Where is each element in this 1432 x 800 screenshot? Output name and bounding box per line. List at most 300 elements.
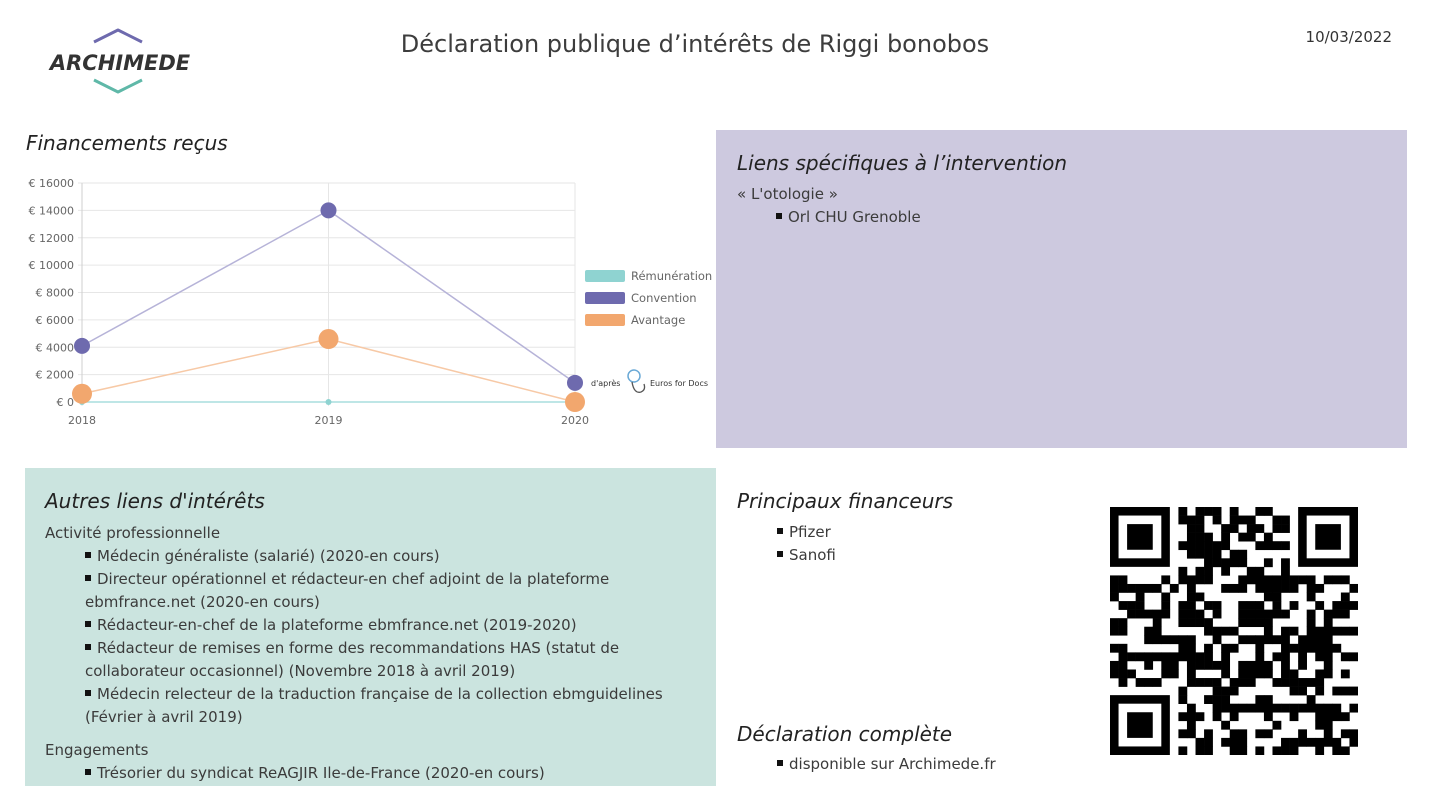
y-tick-label: € 14000 (28, 204, 74, 218)
qr-module (1178, 507, 1187, 516)
qr-module (1332, 601, 1341, 610)
qr-module (1187, 575, 1196, 584)
qr-module (1255, 729, 1264, 738)
qr-module (1290, 712, 1299, 721)
liens-specifiques-panel (716, 130, 1407, 448)
qr-module (1341, 712, 1350, 721)
archimede-link[interactable]: disponible sur Archimede.fr (789, 755, 996, 773)
qr-module (1119, 669, 1128, 678)
stethoscope-icon (628, 370, 645, 392)
bullet-icon (777, 528, 783, 534)
qr-module (1187, 661, 1196, 670)
qr-module (1349, 652, 1358, 661)
qr-module (1161, 661, 1170, 670)
qr-module (1196, 746, 1205, 755)
qr-module (1307, 738, 1316, 747)
qr-module (1341, 729, 1350, 738)
qr-module (1204, 575, 1213, 584)
qr-module (1119, 652, 1128, 661)
qr-module (1238, 610, 1247, 619)
qr-module (1307, 575, 1316, 584)
qr-module (1247, 661, 1256, 670)
qr-module (1272, 652, 1281, 661)
qr-module (1187, 618, 1196, 627)
qr-module (1281, 746, 1290, 755)
list-item-text: Pfizer (789, 523, 831, 541)
qr-module (1324, 635, 1333, 644)
legend-label: Rémunération (631, 269, 713, 283)
qr-module (1221, 558, 1230, 567)
chart-svg (20, 170, 715, 435)
qr-module (1315, 738, 1324, 747)
qr-module (1161, 635, 1170, 644)
qr-module (1136, 678, 1145, 687)
qr-module (1332, 712, 1341, 721)
category-title: Engagements (45, 741, 149, 759)
qr-module (1247, 610, 1256, 619)
qr-module (1264, 507, 1273, 516)
x-tick-label: 2018 (68, 414, 96, 427)
qr-module (1213, 601, 1222, 610)
bullet-icon (85, 552, 91, 558)
qr-module (1341, 687, 1350, 696)
qr-module (1187, 533, 1196, 542)
qr-module (1161, 575, 1170, 584)
qr-module (1349, 584, 1358, 593)
qr-module (1136, 584, 1145, 593)
qr-module (1204, 661, 1213, 670)
qr-module (1204, 558, 1213, 567)
qr-module (1272, 601, 1281, 610)
qr-module (1221, 695, 1230, 704)
qr-module (1119, 627, 1128, 636)
source-name: Euros for Docs (650, 379, 709, 388)
bullet-icon (776, 213, 782, 219)
qr-module (1221, 584, 1230, 593)
qr-module (1307, 593, 1316, 602)
qr-module (1281, 584, 1290, 593)
qr-module (1315, 627, 1324, 636)
qr-module (1264, 584, 1273, 593)
qr-module (1349, 627, 1358, 636)
qr-module (1196, 550, 1205, 559)
qr-module (1264, 704, 1273, 713)
qr-module (1247, 524, 1256, 533)
qr-module (1187, 721, 1196, 730)
qr-module (1247, 516, 1256, 525)
list-item-text: Sanofi (789, 546, 836, 564)
source-prefix: d'après (591, 379, 621, 388)
qr-module (1307, 704, 1316, 713)
qr-module (1255, 567, 1264, 576)
qr-module (1247, 575, 1256, 584)
qr-module (1238, 584, 1247, 593)
qr-module (1196, 610, 1205, 619)
qr-module (1238, 618, 1247, 627)
qr-module (1127, 601, 1136, 610)
qr-module (1153, 618, 1162, 627)
declaration-title: Déclaration complète (737, 722, 953, 746)
qr-module (1178, 516, 1187, 525)
qr-module (1290, 575, 1299, 584)
qr-module (1238, 558, 1247, 567)
list-item (777, 544, 836, 567)
qr-module (1332, 627, 1341, 636)
qr-module (1238, 704, 1247, 713)
qr-module (1187, 610, 1196, 619)
data-point (321, 202, 337, 218)
qr-module (1298, 738, 1307, 747)
financeurs-title: Principaux financeurs (737, 489, 954, 513)
qr-module (1272, 516, 1281, 525)
category-activite (45, 522, 685, 729)
qr-module (1127, 610, 1136, 619)
qr-module (1255, 644, 1264, 653)
qr-module (1110, 593, 1119, 602)
qr-module (1136, 601, 1145, 610)
qr-module (1247, 635, 1256, 644)
qr-module (1196, 567, 1205, 576)
qr-module (1264, 618, 1273, 627)
qr-module (1264, 729, 1273, 738)
qr-module (1204, 678, 1213, 687)
qr-module (1213, 507, 1222, 516)
qr-module (1238, 746, 1247, 755)
autres-liens-panel (25, 468, 716, 786)
qr-module (1264, 695, 1273, 704)
data-point (565, 392, 585, 412)
qr-code-image (1110, 507, 1358, 755)
qr-module (1341, 575, 1350, 584)
qr-module (1349, 738, 1358, 747)
qr-module (1178, 652, 1187, 661)
declaration-list (777, 755, 996, 773)
qr-module (1204, 567, 1213, 576)
qr-module (1247, 601, 1256, 610)
qr-module (1204, 738, 1213, 747)
logo-text: ARCHIMEDE (49, 51, 191, 75)
qr-module (1119, 678, 1128, 687)
qr-module (1247, 533, 1256, 542)
qr-module (1324, 729, 1333, 738)
qr-module (1255, 695, 1264, 704)
qr-module (1272, 593, 1281, 602)
qr-module (1264, 610, 1273, 619)
qr-module (1324, 652, 1333, 661)
data-point (567, 375, 583, 391)
qr-module (1324, 704, 1333, 713)
qr-module (1290, 738, 1299, 747)
qr-module (1178, 575, 1187, 584)
qr-module (1170, 669, 1179, 678)
qr-module (1170, 635, 1179, 644)
data-point (326, 399, 332, 405)
qr-module (1247, 669, 1256, 678)
qr-module (1196, 652, 1205, 661)
list-item (85, 568, 685, 614)
list-item-text: Médecin relecteur de la traduction française de la collection ebmguidelines (Février à avril 2019) (85, 685, 663, 726)
qr-module (1161, 601, 1170, 610)
qr-module (1144, 584, 1153, 593)
qr-module (1281, 627, 1290, 636)
qr-module (1161, 593, 1170, 602)
qr-module (1332, 738, 1341, 747)
qr-module (1221, 627, 1230, 636)
qr-module (1187, 541, 1196, 550)
qr-module (1324, 610, 1333, 619)
qr-module (1213, 678, 1222, 687)
y-tick-label: € 0 (56, 396, 74, 409)
qr-module (1127, 584, 1136, 593)
qr-module (1144, 635, 1153, 644)
qr-module (1264, 627, 1273, 636)
qr-module (1178, 635, 1187, 644)
qr-module (1290, 746, 1299, 755)
qr-module (1341, 593, 1350, 602)
qr-module (1204, 618, 1213, 627)
qr-module (1247, 567, 1256, 576)
qr-module (1238, 669, 1247, 678)
qr-module (1119, 661, 1128, 670)
list-item-text: Orl CHU Grenoble (788, 208, 921, 226)
qr-module (1298, 704, 1307, 713)
qr-module (1196, 516, 1205, 525)
qr-module (1290, 669, 1299, 678)
qr-module (1272, 584, 1281, 593)
qr-module (1221, 661, 1230, 670)
qr-module (1281, 678, 1290, 687)
qr-module (1324, 627, 1333, 636)
x-tick-label: 2020 (561, 414, 589, 427)
qr-module (1272, 746, 1281, 755)
qr-module (1341, 627, 1350, 636)
qr-module (1315, 601, 1324, 610)
qr-module (1332, 704, 1341, 713)
qr-module (1264, 661, 1273, 670)
qr-module (1213, 541, 1222, 550)
y-tick-label: € 12000 (28, 231, 74, 245)
qr-module (1281, 541, 1290, 550)
qr-module (1255, 524, 1264, 533)
qr-module (1187, 704, 1196, 713)
qr-module (1178, 687, 1187, 696)
liens-title: Liens spécifiques à l’intervention (737, 151, 1068, 175)
qr-module (1324, 721, 1333, 730)
qr-module (1298, 575, 1307, 584)
qr-module (1196, 712, 1205, 721)
qr-module (1324, 661, 1333, 670)
qr-module (1204, 550, 1213, 559)
liens-subject: « L'otologie » (737, 185, 838, 203)
category-engagements (45, 739, 685, 785)
qr-module (1221, 652, 1230, 661)
y-tick-label: € 2000 (35, 368, 74, 382)
category-title: Activité professionnelle (45, 524, 221, 542)
qr-module (1187, 644, 1196, 653)
qr-module (1281, 524, 1290, 533)
qr-module (1247, 618, 1256, 627)
qr-module (1315, 712, 1324, 721)
qr-module (1332, 610, 1341, 619)
y-tick-label: € 4000 (35, 341, 74, 355)
qr-module (1144, 661, 1153, 670)
qr-module (1247, 704, 1256, 713)
qr-module (1110, 584, 1119, 593)
qr-module (1213, 695, 1222, 704)
qr-module (1230, 729, 1239, 738)
qr-module (1307, 584, 1316, 593)
qr-module (1290, 704, 1299, 713)
qr-module (1196, 541, 1205, 550)
qr-module (1230, 507, 1239, 516)
qr-module (1204, 695, 1213, 704)
qr-module (1110, 661, 1119, 670)
qr-module (1136, 610, 1145, 619)
qr-code[interactable] (1110, 507, 1358, 755)
qr-module (1315, 704, 1324, 713)
qr-module (1238, 661, 1247, 670)
qr-module (1341, 610, 1350, 619)
qr-module (1196, 593, 1205, 602)
qr-module (1272, 575, 1281, 584)
qr-module (1238, 635, 1247, 644)
qr-module (1144, 652, 1153, 661)
qr-module (1204, 644, 1213, 653)
financements-title: Financements reçus (26, 131, 228, 155)
qr-module (1255, 661, 1264, 670)
qr-module (1136, 593, 1145, 602)
qr-module (1187, 712, 1196, 721)
data-point (319, 329, 339, 349)
qr-module (1221, 669, 1230, 678)
qr-module (1238, 550, 1247, 559)
qr-module (1230, 644, 1239, 653)
qr-module (1264, 669, 1273, 678)
qr-module (1221, 533, 1230, 542)
qr-module (1110, 669, 1119, 678)
list-item (85, 683, 685, 729)
qr-module (1221, 644, 1230, 653)
bullet-icon (777, 551, 783, 557)
bullet-icon (85, 769, 91, 775)
qr-module (1153, 678, 1162, 687)
list-item[interactable] (777, 755, 996, 773)
qr-module (1196, 507, 1205, 516)
qr-module (1196, 533, 1205, 542)
qr-module (1178, 746, 1187, 755)
qr-module (1187, 669, 1196, 678)
qr-module (1119, 601, 1128, 610)
qr-module (1238, 575, 1247, 584)
qr-module (1332, 575, 1341, 584)
qr-module (1272, 721, 1281, 730)
qr-module (1332, 644, 1341, 653)
qr-module (1221, 541, 1230, 550)
qr-finder (1127, 712, 1153, 738)
qr-module (1238, 533, 1247, 542)
legend-label: Avantage (631, 313, 686, 327)
qr-module (1230, 627, 1239, 636)
qr-module (1307, 635, 1316, 644)
qr-module (1204, 507, 1213, 516)
qr-module (1255, 635, 1264, 644)
qr-module (1255, 584, 1264, 593)
y-tick-label: € 6000 (35, 313, 74, 327)
qr-module (1281, 575, 1290, 584)
qr-finder (1315, 524, 1341, 550)
list-item (85, 637, 685, 683)
qr-module (1204, 746, 1213, 755)
qr-module (1281, 610, 1290, 619)
qr-module (1144, 610, 1153, 619)
qr-module (1213, 550, 1222, 559)
qr-module (1230, 550, 1239, 559)
qr-module (1272, 635, 1281, 644)
qr-module (1290, 644, 1299, 653)
qr-module (1187, 729, 1196, 738)
qr-module (1307, 644, 1316, 653)
qr-module (1153, 635, 1162, 644)
qr-module (1349, 687, 1358, 696)
qr-module (1196, 575, 1205, 584)
qr-module (1187, 584, 1196, 593)
qr-module (1178, 644, 1187, 653)
qr-module (1255, 746, 1264, 755)
qr-module (1230, 558, 1239, 567)
qr-module (1298, 678, 1307, 687)
qr-module (1264, 558, 1273, 567)
qr-module (1255, 652, 1264, 661)
y-tick-label: € 8000 (35, 286, 74, 300)
qr-module (1153, 584, 1162, 593)
qr-module (1349, 729, 1358, 738)
qr-module (1264, 533, 1273, 542)
page-title: Déclaration publique d’intérêts de Riggi bonobos (400, 30, 990, 58)
qr-module (1324, 644, 1333, 653)
qr-module (1272, 541, 1281, 550)
qr-module (1238, 738, 1247, 747)
list-item (777, 521, 836, 544)
bullet-icon (777, 760, 783, 766)
qr-module (1230, 584, 1239, 593)
qr-module (1170, 661, 1179, 670)
list-item-text: Rédacteur-en-chef de la plateforme ebmfrance.net (2019-2020) (97, 616, 577, 634)
qr-module (1341, 601, 1350, 610)
qr-module (1204, 652, 1213, 661)
qr-module (1187, 593, 1196, 602)
y-tick-label: € 10000 (28, 259, 74, 273)
qr-module (1341, 652, 1350, 661)
qr-module (1315, 635, 1324, 644)
qr-module (1178, 695, 1187, 704)
financeurs-list (777, 521, 836, 567)
qr-module (1349, 601, 1358, 610)
qr-module (1213, 661, 1222, 670)
qr-module (1187, 652, 1196, 661)
qr-module (1264, 593, 1273, 602)
qr-module (1187, 601, 1196, 610)
qr-module (1264, 635, 1273, 644)
qr-module (1161, 610, 1170, 619)
qr-module (1161, 669, 1170, 678)
qr-module (1153, 627, 1162, 636)
qr-module (1204, 627, 1213, 636)
qr-module (1196, 661, 1205, 670)
qr-module (1119, 584, 1128, 593)
qr-module (1204, 729, 1213, 738)
qr-module (1204, 601, 1213, 610)
qr-module (1213, 610, 1222, 619)
